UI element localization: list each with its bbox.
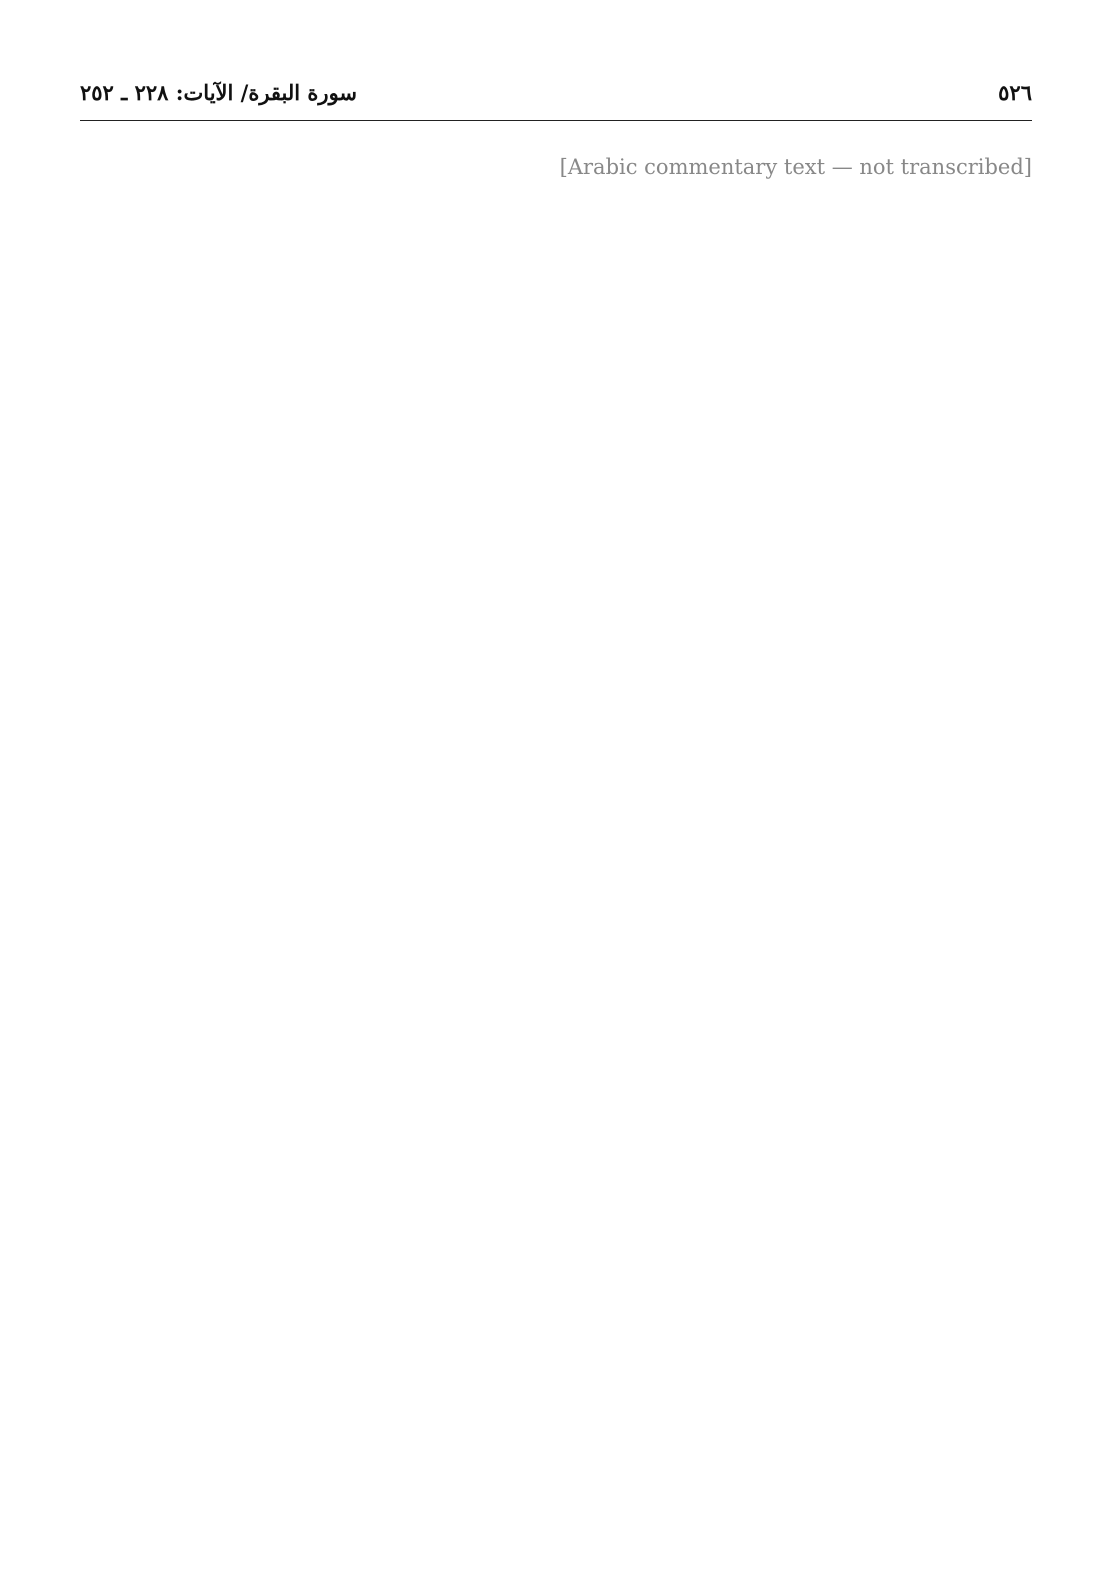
page-number: ٥٢٦	[998, 80, 1032, 105]
running-title: سورة البقرة/ الآيات: ٢٢٨ ـ ٢٥٢	[80, 80, 358, 105]
header-rule	[80, 120, 1032, 121]
page-header	[80, 80, 1032, 105]
main-text	[80, 150, 1032, 204]
untranscribed-placeholder: [Arabic commentary text — not transcribed]	[559, 155, 1032, 179]
